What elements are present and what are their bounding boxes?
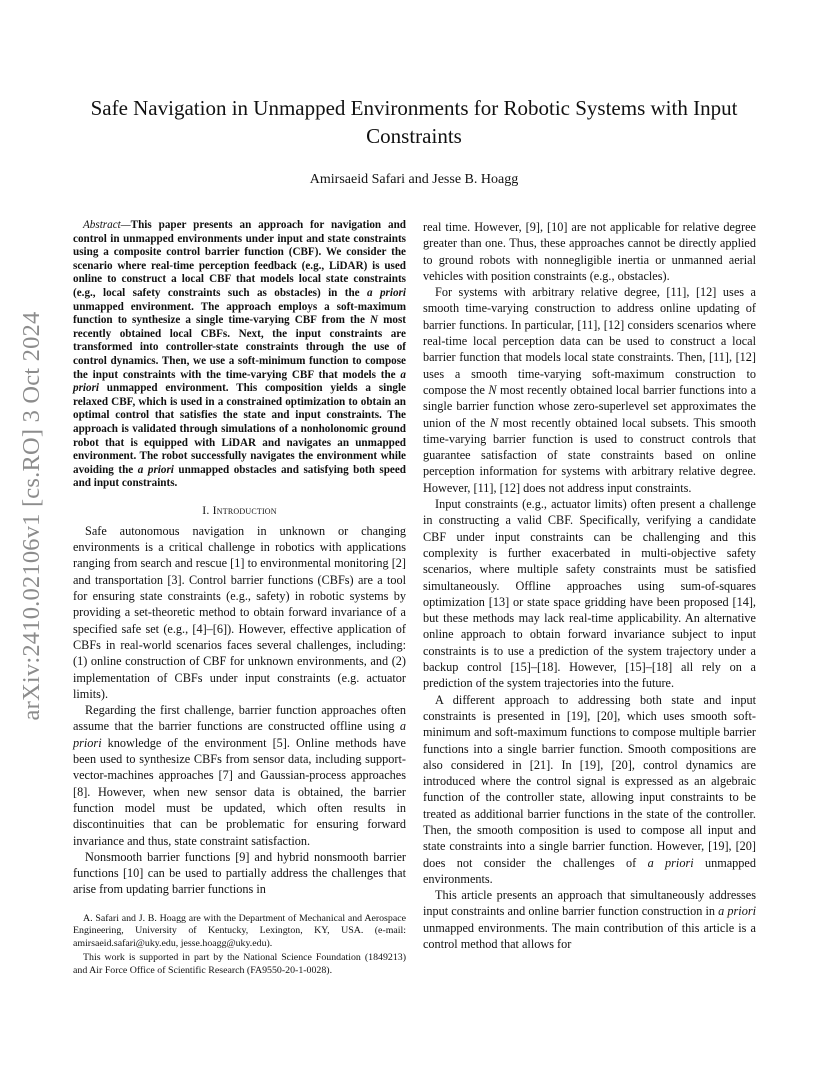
footnote-affiliation: A. Safari and J. B. Hoagg are with the Department of Mechanical and Aerospace Engineering, University of Kentucky, Lexington, KY, USA. (e-mail: amirsaeid.safari@uky.edu, jesse.hoagg@uky.edu). xyxy=(73,912,406,949)
section-heading-introduction: I. Introduction xyxy=(202,502,277,517)
right-paragraph-1: real time. However, [9], [10] are not applicable for relative degree greater than one. Thus, these approaches cannot be directly applied to ground robots with nonnegligible inertia or unmanned aerial vehicles with position constraints (e.g., obstacles). xyxy=(423,220,756,283)
right-paragraph-4-italic: a priori xyxy=(647,855,694,870)
right-paragraph-4-text-b: unmapped environments. xyxy=(423,855,756,886)
abstract-italic-1: a priori xyxy=(367,286,406,299)
abstract-text-1: This paper presents an approach for navigation and control in unmapped environments under input and state constraints using a composite control barrier function (CBF). We consider the scenario where real-time perception feedback (e.g., LiDAR) is used online to construct a local CBF that models local state constraints (e.g., local safety constraints such as obstacles) in the xyxy=(73,219,406,299)
intro-paragraph-2-italic: a priori xyxy=(73,719,406,750)
right-paragraph-5 xyxy=(423,887,756,952)
right-paragraph-5-italic: a priori xyxy=(718,904,756,919)
abstract-text-4: unmapped environment. This composition yields a single relaxed CBF, which is used in a constrained optimization to obtain an optimal control that satisfies the state and input constraints. The approach is validated through simulations of a nonholonomic ground robot that is equipped with LiDAR and navigates an unmapped environment. The robot successfully navigates the environment while avoiding the xyxy=(73,382,406,476)
abstract-text-5: unmapped obstacles and satisfying both speed and input constraints. xyxy=(73,463,406,490)
arxiv-sidebar-stamp xyxy=(10,296,54,736)
right-paragraph-2 xyxy=(423,284,756,496)
intro-paragraph-2 xyxy=(73,702,406,849)
abstract xyxy=(73,219,406,491)
right-paragraph-4-text-a: A different approach to addressing both state and input constraints is presented in [19], [20], which uses smooth soft-minimum and soft-maximum functions to compose multiple barrier functions into a single barrier function. Smooth compositions are also considered in [21]. In [19], [20], control dynamics are introduced where the control signal is expressed as an algebraic function of the controller state, allowing input constraints to be treated as additional barrier functions in the state of the controller. Then, the smooth composition is used to compose all input and state constraints into a single barrier function. However, [19], [20] does not consider the challenges of xyxy=(423,692,756,870)
footnote-funding: This work is supported in part by the National Science Foundation (1849213) and Air Force Office of Scientific Research (FA9550-20-1-0028). xyxy=(73,952,406,976)
abstract-text-3: most recently obtained local CBFs. Next, the input constraints are transformed into controller-state constraints through the use of control dynamics. Then, we use a soft-minimum function to compose the input constraints with the time-varying CBF that models the xyxy=(73,314,406,381)
abstract-label: Abstract — xyxy=(83,219,131,231)
right-paragraph-2-text-b: most recently obtained local barrier functions into a single barrier function whose zero-superlevel set approximates the union of the xyxy=(423,382,757,430)
right-column xyxy=(423,219,756,952)
left-column xyxy=(73,219,406,979)
arxiv-identifier: arXiv:2410.02106v1 [cs.RO] 3 Oct 2024 xyxy=(18,311,45,721)
intro-paragraph-2-text-a: Regarding the first challenge, barrier function approaches often assume that the barrier functions are constructed offline using xyxy=(73,703,406,734)
intro-paragraph-2-text-b: knowledge of the environment [5]. Online methods have been used to synthesize CBFs from sensor data, including support-vector-machines approaches [7] and Gaussian-process approaches [8]. However, when new sensor data is obtained, the barrier function model must be updated, which often results in discontinuities that can be problematic for ensuring forward invariance and thus, state constraint satisfaction. xyxy=(73,735,406,848)
right-paragraph-5-text-b: unmapped environments. The main contribution of this article is a control method that allows for xyxy=(423,920,756,952)
right-paragraph-4 xyxy=(423,692,756,888)
abstract-italic-3: a priori xyxy=(137,463,174,476)
abstract-text-2: unmapped environment. The approach employs a soft-maximum function to synthesize a single time-varying CBF from the xyxy=(73,300,406,327)
abstract-italic-2: a priori xyxy=(73,368,406,395)
abstract-italic-n: N xyxy=(369,314,379,327)
paper-title: Safe Navigation in Unmapped Environments for Robotic Systems with Input Constraints xyxy=(90,96,738,148)
right-paragraph-3: Input constraints (e.g., actuator limits) often present a challenge in constructing a valid CBF. Specifically, verifying a candidate CBF under input constraints can be challenging and this complexity is further exacerbated in multi-objective safety scenarios, where multiple safety constraints must be satisfied simultaneously. Offline approaches using sum-of-squares optimization [13] or state space gridding have been proposed [14], but these methods may lack real-time applicability. An alternative online approach to obtain forward invariance subject to input constraints is to use a prediction of the system trajectory under a backup control [15]–[18]. However, [15]–[18] all rely on a prediction of the system trajectories into the future. xyxy=(423,497,756,691)
right-paragraph-2-text-a: For systems with arbitrary relative degree, [11], [12] uses a smooth time-varying construction to address online updating of barrier functions. In particular, [11], [12] considers scenarios where real-time local perception data can be used to construct a local barrier function that models local state constraints. Then, [11], [12] uses a smooth time-varying soft-maximum construction to compose the xyxy=(423,285,756,397)
intro-paragraph-1: Safe autonomous navigation in unknown or changing environments is a critical challenge in robotics with applications ranging from search and rescue [1] to environmental monitoring [2] and transportation [3]. Control barrier functions (CBFs) are a tool for ensuring state constraints (e.g., safety) in robotic systems by providing a set-theoretic method to obtain forward invariance of a specified safe set (e.g., [4]–[6]). However, effective application of CBFs in real-world scenarios faces several challenges, including: (1) online construction of CBF for unknown environments, and (2) implementation of CBFs under input constraints (e.g. actuator limits). xyxy=(73,523,406,701)
right-paragraph-2-italic-n1: N xyxy=(488,382,497,397)
intro-paragraph-3: Nonsmooth barrier functions [9] and hybrid nonsmooth barrier functions [10] can be used to partially address the challenges that arise from updating barrier functions in xyxy=(73,849,406,897)
right-paragraph-2-italic-n2: N xyxy=(490,415,499,430)
right-paragraph-5-text-a: This article presents an approach that simultaneously addresses input constraints and online barrier function construction in xyxy=(423,888,756,919)
paper-authors: Amirsaeid Safari and Jesse B. Hoagg xyxy=(309,172,519,187)
footnotes xyxy=(73,913,406,978)
right-paragraph-2-text-c: most recently obtained local subsets. This smooth time-varying barrier function is used to construct controls that guarantee satisfaction of state constraints based on online perception information for systems with arbitrary relative degree. However, [11], [12] does not address input constraints. xyxy=(423,415,756,495)
